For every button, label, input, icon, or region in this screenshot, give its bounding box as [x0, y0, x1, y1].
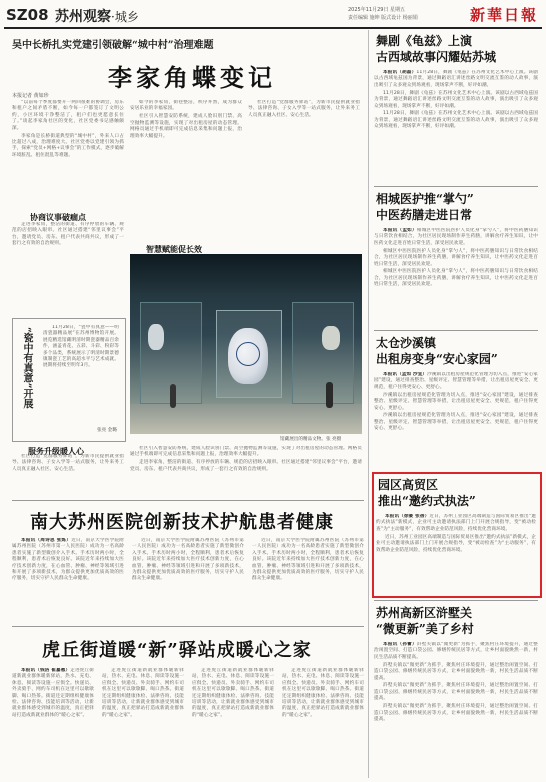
lead-paragraph: “以前每个季度都要开一两回很难的协调会，房东和租户之间矛盾不断，如今每一户都签订了文明公约，小区环境干净整洁了，租户们也更愿意长住了。”谈起李家角社区的变化，社区党委书记感触颇深。 — [12, 100, 124, 131]
lead-subhead-3: 服务升级暖人心 — [28, 446, 84, 456]
small-vase-left — [148, 324, 164, 350]
column-divider — [368, 30, 369, 778]
hospital-body — [12, 538, 364, 618]
section-title — [55, 6, 139, 26]
station-text: 走进虎丘街道新就业群体暖新驿站，热水、充电、休息、阅读等设施一应俱全。快递员、外卖骑手、网约车司机在这里可以歇歇脚、喝口热茶。街道还定期组织健康体检、法律咨询、技能培训等活动，让新就业群体感受到城市的温度，真正把驿站打造成新就业群体的“暖心之家”。 — [192, 668, 274, 718]
medicine-text: 相城区中医医院医护人员化身“掌勺人”，将中医药膳知识与日常饮食相结合，为社区居民现场制作养生药膳，讲解食疗养生知识，让中医药文化走进百姓日常生活，深受居民欢迎。 — [374, 269, 538, 288]
section-sub: ·城乡 — [111, 10, 139, 24]
village-text: 浒墅关镇以“微更新”为抓手，聚焦村庄环境提升，通过整治闲置空间、打造口袋公园、修缮传统民居等方式，让乡村面貌焕然一新，村民生活品质不断提高。 — [374, 662, 538, 681]
divider — [374, 600, 538, 601]
enforcement-byline: 本报讯（徐豪 张蓓） — [385, 514, 430, 519]
visitor-figure — [170, 384, 176, 408]
highlight-box — [372, 472, 542, 598]
lead-paragraph: 社区引入智慧安防系统，建成人脸识别门禁、高空抛物监测等设施，实现了对出租房屋的动态管理。网格员通过手机端即可完成信息采集和问题上报，治理效率大幅提升。 — [130, 114, 242, 139]
exhibition-paragraph: 11月28日，“瓷中有真意——明清瓷器精品展”在苏州博物馆开展。展览精选馆藏明清时期瓷器精品百余件，涵盖青花、五彩、斗彩、粉彩等多个品类，系统展示了明清时期景德镇制瓷工艺的高超水平与艺术成就。展期将持续至明年3月。 — [43, 325, 119, 369]
hospital-text: 近日，南京大学医学院附属苏州医院（苏州市第一人民医院）成功为一名高龄患者实施了新型微创介入手术。手术历时两小时，全程顺利，患者术后恢复良好。该院近年来持续加大医疗技术创新力度，在心血管、肿瘤、神经等领域引进和开展了多项新技术，为群众提供更加优质高效的医疗服务，切实守护人民群众生命健康。 — [132, 538, 244, 582]
lead-paragraph: 李家角是长桥街道典型的“城中村”，外来人口占比超过八成，治理难度大。社区党委以党建引领为抓手，探索“党员+网格+议事会”的工作模式，逐步破解环境脏乱、租住混乱等难题。 — [12, 133, 124, 158]
page-header — [0, 0, 546, 28]
lead-tail — [130, 446, 362, 494]
lead-subhead-1: 协商议事破痼点 — [30, 212, 86, 222]
housing-headline-1: 太仓沙溪镇 — [376, 336, 437, 350]
display-case-right — [292, 302, 354, 404]
divider — [374, 330, 538, 331]
exhibition-credit: 张亮 金璐 — [97, 428, 117, 433]
lead-sub1-body — [12, 222, 124, 314]
dance-byline: 本报讯（胡磊） — [383, 70, 417, 75]
dance-text: 11月28日，舞剧《龟兹》在苏州文化艺术中心上演。该剧以古西域龟兹国为背景，通过舞蹈语汇讲述丝路文明交流互鉴的动人故事，演出吸引了众多观众到场观看，现场掌声不断，好评如潮。 — [374, 111, 538, 130]
station-headline: 虎丘街道暖“新”驿站成暖心之家 — [42, 640, 312, 661]
station-byline: 本报讯（钱洁 崔嘉惠） — [21, 668, 71, 673]
hospital-headline: 南大苏州医院创新技术护航患者健康 — [30, 512, 334, 533]
enforcement-headline-1: 园区高贸区 — [378, 478, 439, 492]
enforcement-body — [376, 514, 536, 592]
housing-text: 沙溪镇以出租房屋规范化管理为切入点，推进“安心家园”建设，通过排查整治、星级评定、智慧管理等举措，让出租房屋更安全、更规范，租户住得更安心、更舒心。 — [374, 392, 538, 411]
newspaper-logo: 新華日報 — [469, 6, 538, 24]
village-text: 浒墅关镇以“微更新”为抓手，聚焦村庄环境提升，通过整治闲置空间、打造口袋公园、修缮传统民居等方式，让乡村面貌焕然一新，村民生活品质不断提高。 — [374, 683, 538, 702]
housing-headline-2: 出租房变身“安心家园” — [376, 352, 498, 366]
photo-caption: 馆藏展出的精品文物。张 亮摄 — [280, 437, 342, 442]
header-rule — [4, 27, 542, 29]
divider — [12, 500, 364, 501]
housing-text: 沙溪镇以出租房屋规范化管理为切入点，推进“安心家园”建设，通过排查整治、星级评定、智慧管理等举措，让出租房屋更安全、更规范，租户住得更安心、更舒心。 — [374, 413, 538, 432]
exhibition-text — [43, 325, 119, 421]
lead-paragraph: 走进李家角，整洁的街道、有序停放的车辆、规范的店招映入眼帘。社区通过搭建“邻里议事会”平台，邀请党员、房东、租户代表共商共议，形成了一套行之有效的自治规则。 — [12, 222, 124, 247]
enforcement-headline-2: 推出“邀约式执法” — [378, 494, 476, 508]
exhibit-photo — [130, 254, 362, 434]
lead-byline: 本报记者 黄如珍 — [12, 93, 49, 99]
lead-paragraph: 社区引入智慧安防系统，建成人脸识别门禁、高空抛物监测等设施，实现了对出租房屋的动态管理。网格员通过手机端即可完成信息采集和问题上报，治理效率大幅提升。 — [130, 446, 362, 458]
lead-sub3-body — [12, 454, 124, 494]
lead-paragraph: 社区打造“党群服务驿站”，为新市民提供就业指导、法律咨询、子女入学等一站式服务，让外来务工人员真正融入社区、安心生活。 — [12, 454, 124, 472]
small-vase-right — [322, 326, 340, 350]
village-body — [374, 642, 538, 776]
editor-credit: 责任编辑 施坤 版式设计 杨丽娟 — [348, 15, 418, 21]
dance-headline-1: 舞剧《龟兹》上演 — [376, 34, 473, 48]
village-text: 浒墅关镇以“微更新”为抓手，聚焦村庄环境提升，通过整治闲置空间、打造口袋公园、修缮传统民居等方式，让乡村面貌焕然一新，村民生活品质不断提高。 — [374, 642, 538, 660]
village-byline: 本报讯（孙蕾） — [383, 642, 417, 647]
medicine-headline-1: 相城医护推“掌勺” — [376, 192, 474, 206]
dance-headline-2: 古西域故事闪耀姑苏城 — [376, 50, 497, 64]
lead-kicker: 吴中长桥扎实党建引领破解“城中村”治理难题 — [12, 40, 214, 51]
divider — [12, 626, 364, 627]
photo-ceiling — [130, 254, 362, 294]
hospital-text: 近日，南京大学医学院附属苏州医院（苏州市第一人民医院）成功为一名高龄患者实施了新型微创介入手术。手术历时两小时，全程顺利，患者术后恢复良好。该院近年来持续加大医疗技术创新力度，在心血管、肿瘤、神经等领域引进和开展了多项新技术，为群众提供更加优质高效的医疗服务，切实守护人民群众生命健康。 — [12, 538, 124, 582]
station-text: 走进虎丘街道新就业群体暖新驿站，热水、充电、休息、阅读等设施一应俱全。快递员、外卖骑手、网约车司机在这里可以歇歇脚、喝口热茶。街道还定期组织健康体检、法律咨询、技能培训等活动，让新就业群体感受到城市的温度，真正把驿站打造成新就业群体的“暖心之家”。 — [12, 668, 94, 718]
lead-paragraph: 社区打造“党群服务驿站”，为新市民提供就业指导、法律咨询、子女入学等一站式服务，让外来务工人员真正融入社区、安心生活。 — [248, 100, 360, 118]
dance-text: 11月28日，舞剧《龟兹》在苏州文化艺术中心上演。该剧以古西域龟兹国为背景，通过舞蹈语汇讲述丝路文明交流互鉴的动人故事，演出吸引了众多观众到场观看，现场掌声不断，好评如潮。 — [374, 90, 538, 109]
exhibition-title: “瓷中有真意”开展 — [21, 327, 32, 409]
housing-text: 沙溪镇以出租房屋规范化管理为切入点，推进“安心家园”建设，通过排查整治、星级评定、智慧管理等举措，让出租房屋更安全、更规范，租户住得更安心、更舒心。 — [374, 372, 538, 390]
village-headline-2: “微更新”美了乡村 — [376, 622, 474, 636]
photo-floor — [130, 404, 362, 434]
village-text: 浒墅关镇以“微更新”为抓手，聚焦村庄环境提升，通过整治闲置空间、打造口袋公园、修缮传统民居等方式，让乡村面貌焕然一新，村民生活品质不断提高。 — [374, 704, 538, 722]
exhibition-box — [12, 318, 126, 442]
medicine-body — [374, 228, 538, 326]
station-text: 走进虎丘街道新就业群体暖新驿站，热水、充电、休息、阅读等设施一应俱全。快递员、外卖骑手、网约车司机在这里可以歇歇脚、喝口热茶。街道还定期组织健康体检、法律咨询、技能培训等活动，让新就业群体感受到城市的温度，真正把驿站打造成新就业群体的“暖心之家”。 — [102, 668, 184, 718]
medicine-text: 相城区中医医院医护人员化身“掌勺人”，将中医药膳知识与日常饮食相结合，为社区居民现场制作养生药膳，讲解食疗养生知识，让中医药文化走进百姓日常生活，深受居民欢迎。 — [374, 228, 538, 246]
housing-byline: 本报讯（孟如 沙宣） — [383, 372, 428, 377]
lead-body-col2 — [130, 100, 242, 240]
hospital-byline: 本报讯（周诗思 张炼） — [21, 538, 72, 543]
lead-subhead-2: 智慧赋能促长效 — [146, 244, 202, 254]
vase-pattern — [236, 342, 260, 366]
medicine-text: 相城区中医医院医护人员化身“掌勺人”，将中医药膳知识与日常饮食相结合，为社区居民现场制作养生药膳，讲解食疗养生知识，让中医药文化走进百姓日常生活，深受居民欢迎。 — [374, 248, 538, 267]
housing-body — [374, 372, 538, 466]
visitor-figure — [326, 382, 333, 408]
hospital-text: 近日，南京大学医学院附属苏州医院（苏州市第一人民医院）成功为一名高龄患者实施了新型微创介入手术。手术历时两小时，全程顺利，患者术后恢复良好。该院近年来持续加大医疗技术创新力度，在心血管、肿瘤、神经等领域引进和开展了多项新技术，为群众提供更加优质高效的医疗服务，切实守护人民群众生命健康。 — [252, 538, 364, 582]
enforcement-text: 近日，苏州工业园区高端制造与国际贸易区推出“邀约式执法”新模式，企业可主动邀请执法部门上门开展合规指导，变“被动检查”为“主动服务”，有效帮助企业防范风险，持续优化营商环境。 — [376, 514, 536, 532]
lead-paragraph: 走进李家角，整洁的街道、有序停放的车辆、规范的店招映入眼帘。社区通过搭建“邻里议事会”平台，邀请党员、房东、租户代表共商共议，形成了一套行之有效的自治规则。 — [130, 460, 362, 472]
enforcement-text: 近日，苏州工业园区高端制造与国际贸易区推出“邀约式执法”新模式，企业可主动邀请执法部门上门开展合规指导，变“被动检查”为“主动服务”，有效帮助企业防范风险，持续优化营商环境。 — [376, 534, 536, 553]
dance-text: 11月28日，舞剧《龟兹》在苏州文化艺术中心上演。该剧以古西域龟兹国为背景，通过舞蹈语汇讲述丝路文明交流互鉴的动人故事，演出吸引了众多观众到场观看，现场掌声不断，好评如潮。 — [374, 70, 538, 88]
porcelain-vase — [228, 328, 268, 384]
medicine-byline: 本报讯（孟如） — [383, 228, 417, 233]
lead-body-col3 — [248, 100, 360, 240]
lead-body-col1 — [12, 100, 124, 208]
station-text: 走进虎丘街道新就业群体暖新驿站，热水、充电、休息、阅读等设施一应俱全。快递员、外卖骑手、网约车司机在这里可以歇歇脚、喝口热茶。街道还定期组织健康体检、法律咨询、技能培训等活动，让新就业群体感受到城市的温度，真正把驿站打造成新就业群体的“暖心之家”。 — [282, 668, 364, 718]
divider — [374, 186, 538, 187]
lead-headline: 李家角蝶变记 — [108, 63, 276, 92]
section-name: 苏州观察 — [55, 9, 111, 25]
page-number: SZ08 — [6, 6, 49, 24]
village-headline-1: 苏州高新区浒墅关 — [376, 606, 473, 620]
issue-date: 2025年11月29日 星期五 — [348, 7, 406, 13]
medicine-headline-2: 中医药膳走进日常 — [376, 208, 473, 222]
station-body — [12, 668, 364, 776]
lead-paragraph: 如今的李家角，街巷整洁，秩序井然，成为群众安居乐业的幸福家园。 — [130, 100, 242, 112]
dance-body — [374, 70, 538, 180]
